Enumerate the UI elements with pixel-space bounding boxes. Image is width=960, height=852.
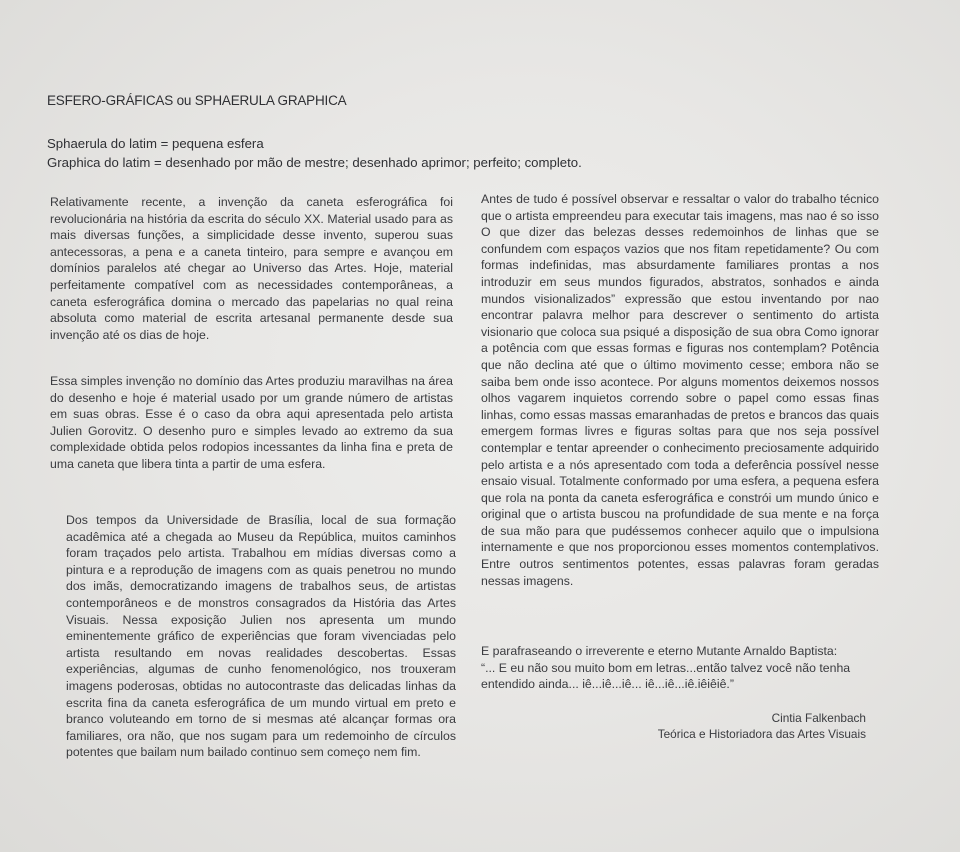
quote-line-1: “... E eu não sou muito bom em letras...então talvez você não tenha <box>481 660 851 675</box>
author-name: Cintia Falkenbach <box>771 711 866 725</box>
etymology-line-graphica: Graphica do latim = desenhado por mão de mestre; desenhado aprimor; perfeito; completo. <box>47 155 582 170</box>
paragraph-text: Relativamente recente, a invenção da caneta esferográfica foi revolucionária na história da escrita do século XX. Material usado para as mais diversas funções, a simplicidade desse invento, superou suas antecessoras, a pena e a caneta tinteiro, para sempre e avançou em domínios paralelos até chegar ao Universo das Artes. Hoje, material perfeitamente compatível com as necessidades contemporâneas, a caneta esferográfica domina o mercado das papelarias no qual reina absoluta como material de escrita artesanal permanente desde sua invenção até os dias de hoje. <box>50 195 453 342</box>
etymology-block <box>47 134 582 172</box>
left-paragraph-3 <box>66 512 456 761</box>
etymology-line-sphaerula: Sphaerula do latim = pequena esfera <box>47 136 264 151</box>
right-paragraph-1 <box>481 191 879 589</box>
quote-intro: E parafraseando o irreverente e eterno Mutante Arnaldo Baptista: <box>481 644 838 658</box>
quote-block <box>481 643 879 693</box>
paragraph-text: Dos tempos da Universidade de Brasília, local de sua formação acadêmica até a chegada ao Museu da República, muitos caminhos foram traçados pelo artista. Trabalhou em mídias diversas como a pintura e a reprodução de imagens com as quais penetrou no mundo dos imãs, democratizando imagens de trabalhos seus, de artistas contemporâneos e de monstros consagrados da História das Artes Visuais. Nessa exposição Julien nos apresenta um mundo eminentemente gráfico de experiências que foram vivenciadas pelo artista resultando em novas realidades descobertas. Essas experiências, algumas de cunho fenomenológico, nos trouxeram imagens poderosas, obtidas no autocontraste das delicadas linhas da escrita fina da caneta esferográfica de um mundo virtual em preto e branco voluteando em torno de si mesmas até alcançar formas ora familiares, ora não, que nos sugam para um redemoinho de círculos potentes que bailam num bailado continuo sem começo nem fim. <box>66 513 456 760</box>
author-role: Teórica e Historiadora das Artes Visuais <box>657 727 866 741</box>
paragraph-text: Essa simples invenção no domínio das Artes produziu maravilhas na área do desenho e hoje é material usado por um grande número de artistas em suas obras. Esse é o caso da obra aqui apresentada pelo artista Julien Gorovitz. O desenho puro e simples levado ao extremo da sua complexidade obtida pelos rodopios incessantes da linha fina e preta de uma caneta que libera tinta a partir de uma esfera. <box>50 374 453 471</box>
paragraph-text: Antes de tudo é possível observar e ressaltar o valor do trabalho técnico que o artista empreendeu para executar tais imagens, mas nao é so isso O que dizer das belezas desses redemoinhos de linhas que se confundem com espaços vazios que nos fitam repetidamente? Ou com formas indefinidas, mas absurdamente familiares prontas a nos introduzir em seus mundos figurados, abstratos, sonhados e ainda mundos visionalizados” expressão que estou inventando por nao encontrar palavra melhor para descrever o sentimento do artista visionario que coloca sua psiqué a disposição de sua obra Como ignorar a potência com que essas formas e figuras nos contemplam? Potência que não declina até que o último movimento cesse; embora não se saiba bem onde isso acontece. Por alguns momentos deixemos nossos olhos vagarem inquietos correndo sobre o papel como essas finas linhas, como essas massas emaranhadas de pretos e brancos das quais emergem formas livres e figuras soltas para que nos seja possível contemplar e tentar apreender o conhecimento preciosamente adquirido pelo artista e a nós apresentado com toda a deferência possível nesse ensaio visual. Totalmente conformado por uma esfera, a pequena esfera que rola na ponta da caneta esferográfica e constrói um mundo único e original que o artista buscou na profundidade de sua mente e na força de sua mão para que pudéssemos conhecer aquilo que o impulsiona internamente e que nos proporcionou esses momentos contemplativos. Entre outros sentimentos potentes, essas palavras foram geradas nessas imagens. <box>481 192 879 588</box>
panel-title: ESFERO-GRÁFICAS ou SPHAERULA GRAPHICA <box>47 93 347 108</box>
left-paragraph-2 <box>50 373 453 473</box>
left-paragraph-1 <box>50 194 453 343</box>
quote-line-2: entendido ainda... iê...iê...iê... iê...iê...iê.iêiêiê.” <box>481 677 734 692</box>
